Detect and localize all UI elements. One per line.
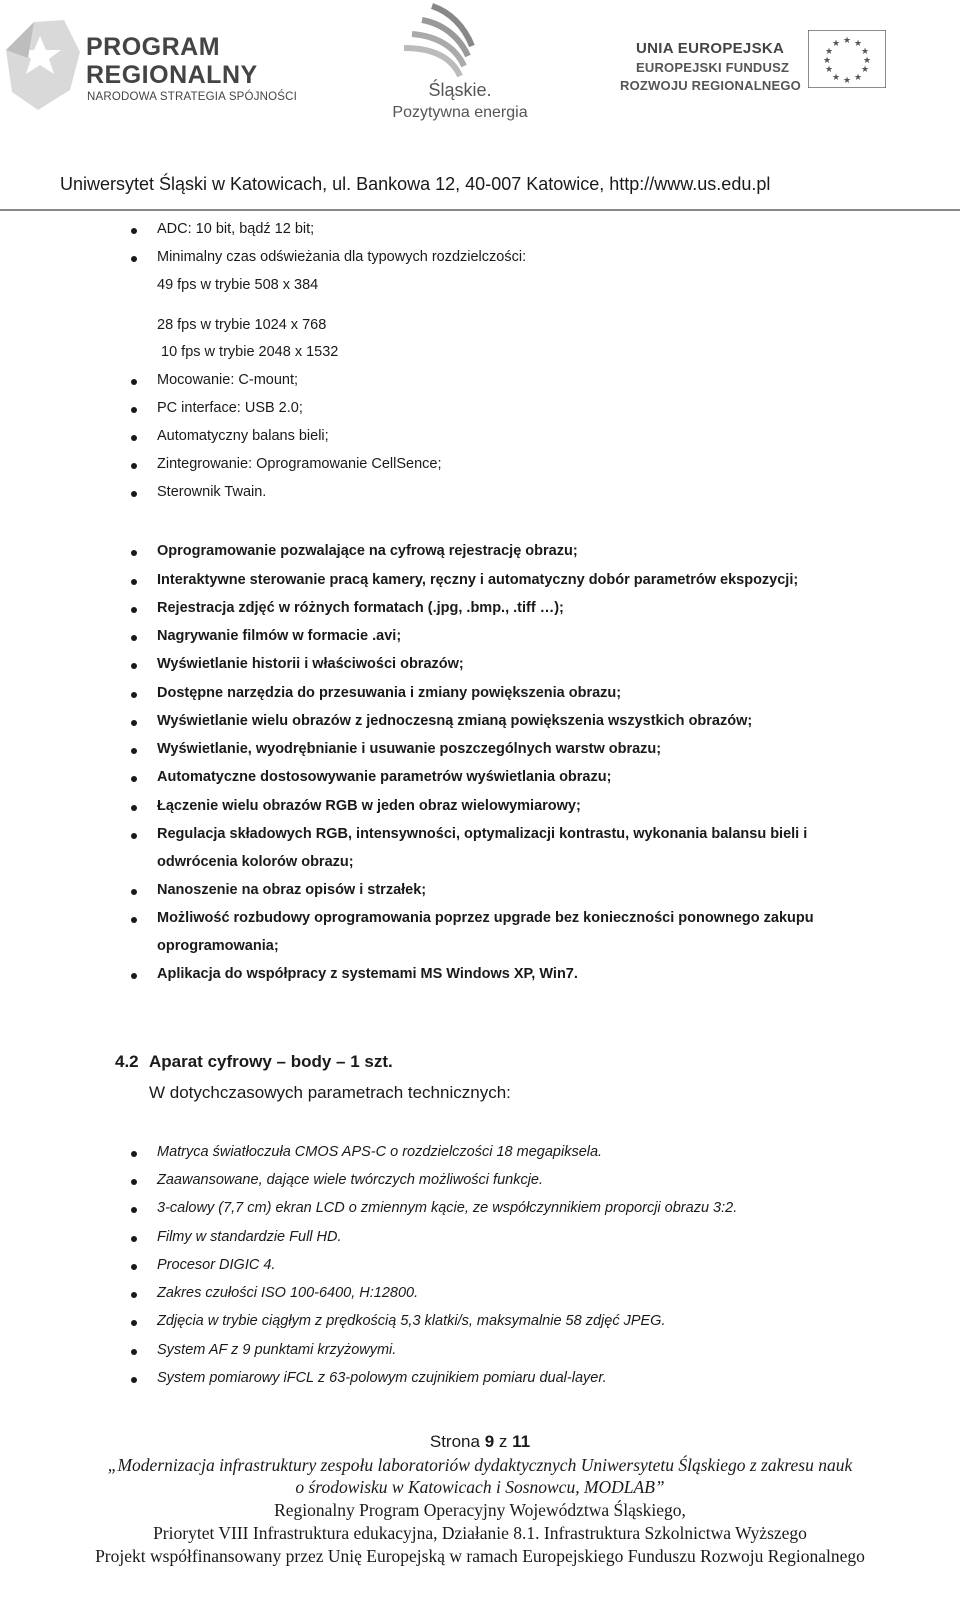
- list-item-text: Interaktywne sterowanie pracą kamery, ręczny i automatyczny dobór parametrów ekspozycji;: [157, 572, 799, 588]
- svg-text:★: ★: [824, 47, 834, 57]
- bullet-icon: [131, 407, 137, 413]
- list-item-text: oprogramowania;: [157, 938, 279, 954]
- list-item-text: Regulacja składowych RGB, intensywności, optymalizacji kontrastu, wykonania balansu bieli i: [157, 826, 808, 842]
- bullet-icon: [131, 435, 137, 441]
- list-item-text: Nagrywanie filmów w formacie .avi;: [157, 628, 402, 644]
- logo-strategy-text: NARODOWA STRATEGIA SPÓJNOŚCI: [87, 91, 298, 103]
- slaskie-logo: [380, 0, 540, 130]
- svg-text:★: ★: [831, 39, 841, 49]
- section-subtitle: W dotychczasowych parametrach technicznych:: [149, 1083, 511, 1102]
- bullet-icon: [131, 607, 137, 613]
- eu-union-text: UNIA EUROPEJSKA: [636, 40, 785, 57]
- section-number: 4.2: [115, 1052, 139, 1071]
- list-item-text: Automatyczne dostosowywanie parametrów wyświetlania obrazu;: [157, 769, 612, 785]
- list-item-text: Filmy w standardzie Full HD.: [157, 1229, 342, 1245]
- bullet-icon: [131, 228, 137, 234]
- university-address: Uniwersytet Śląski w Katowicach, ul. Bankowa 12, 40-007 Katowice, http://www.us.edu.pl: [60, 174, 771, 194]
- svg-text:★: ★: [860, 65, 870, 75]
- list-item-text: Procesor DIGIC 4.: [157, 1257, 276, 1273]
- bullet-icon: [131, 833, 137, 839]
- bullet-icon: [131, 1292, 137, 1298]
- svg-text:★: ★: [862, 56, 872, 66]
- list-item-text: 3-calowy (7,7 cm) ekran LCD o zmiennym kącie, ze współczynnikiem proporcji obrazu 3:2.: [157, 1200, 738, 1216]
- page-current: 9: [484, 1432, 495, 1451]
- program-line: Regionalny Program Operacyjny Województwa Śląskiego,: [274, 1500, 686, 1520]
- star-emblem-icon: [4, 12, 84, 112]
- list-item-text: Zdjęcia w trybie ciągłym z prędkością 5,3 klatki/s, maksymalnie 58 zdjęć JPEG.: [157, 1313, 666, 1329]
- fps-text: 28 fps w trybie 1024 x 768: [157, 317, 327, 333]
- list-item-text: Zakres czułości ISO 100-6400, H:12800.: [157, 1285, 419, 1301]
- bullet-icon: [131, 491, 137, 497]
- list-item-text: Zintegrowanie: Oprogramowanie CellSence;: [157, 456, 442, 472]
- svg-text:★: ★: [831, 73, 841, 83]
- slaskie-wave-icon: [394, 2, 514, 82]
- list-item-text: ADC: 10 bit, bądź 12 bit;: [157, 221, 315, 237]
- bullet-icon: [131, 1264, 137, 1270]
- eu-fund-text: EUROPEJSKI FUNDUSZ: [636, 60, 790, 75]
- svg-text:★: ★: [824, 65, 834, 75]
- priority-line: Priorytet VIII Infrastruktura edukacyjna, Działanie 8.1. Infrastruktura Szkolnictwa Wyższego: [153, 1523, 807, 1543]
- bullet-icon: [131, 256, 137, 262]
- svg-text:★: ★: [822, 56, 832, 66]
- list-item-text: Oprogramowanie pozwalające na cyfrową rejestrację obrazu;: [157, 543, 578, 559]
- cofinancing-line: Projekt współfinansowany przez Unię Europejską w ramach Europejskiego Funduszu Rozwoju Regionalnego: [95, 1546, 865, 1566]
- svg-text:★: ★: [860, 47, 870, 57]
- bullet-icon: [131, 579, 137, 585]
- bullet-icon: [131, 635, 137, 641]
- logo-program-text: PROGRAM: [86, 33, 221, 61]
- logo-regionalny-text: REGIONALNY: [86, 61, 258, 89]
- bullet-icon: [131, 748, 137, 754]
- list-item-text: odwrócenia kolorów obrazu;: [157, 854, 354, 870]
- bullet-icon: [131, 805, 137, 811]
- bullet-icon: [131, 1320, 137, 1326]
- eu-flag-icon: [808, 30, 886, 88]
- bullet-icon: [131, 720, 137, 726]
- bullet-icon: [131, 776, 137, 782]
- list-item-text: Zaawansowane, dające wiele twórczych możliwości funkcje.: [157, 1172, 544, 1188]
- project-title-line1: „Modernizacja infrastruktury zespołu laboratoriów dydaktycznych Uniwersytetu Śląskiego z zakresu nauk: [107, 1455, 853, 1475]
- svg-text:★: ★: [842, 76, 852, 86]
- bullet-icon: [131, 379, 137, 385]
- section-title: Aparat cyfrowy – body – 1 szt.: [149, 1052, 393, 1071]
- bullet-icon: [131, 1236, 137, 1242]
- list-item-text: System pomiarowy iFCL z 63-polowym czujnikiem pomiaru dual-layer.: [157, 1370, 607, 1386]
- list-item-text: PC interface: USB 2.0;: [157, 400, 303, 416]
- fps-text: 10 fps w trybie 2048 x 1532: [157, 344, 339, 360]
- svg-text:★: ★: [853, 39, 863, 49]
- bullet-icon: [131, 1179, 137, 1185]
- list-item-text: Matryca światłoczuła CMOS APS-C o rozdzielczości 18 megapiksela.: [157, 1144, 603, 1160]
- list-item-text: Rejestracja zdjęć w różnych formatach (.jpg, .bmp., .tiff …);: [157, 600, 564, 616]
- list-item-text: Wyświetlanie wielu obrazów z jednoczesną zmianą powiększenia wszystkich obrazów;: [157, 713, 753, 729]
- bullet-icon: [131, 917, 137, 923]
- bullet-icon: [131, 663, 137, 669]
- eu-development-text: ROZWOJU REGIONALNEGO: [620, 78, 801, 93]
- list-item-text: Mocowanie: C-mount;: [157, 372, 299, 388]
- list-item-text: Wyświetlanie, wyodrębnianie i usuwanie poszczególnych warstw obrazu;: [157, 741, 662, 757]
- list-item-text: Dostępne narzędzia do przesuwania i zmiany powiększenia obrazu;: [157, 685, 622, 701]
- list-item-text: Wyświetlanie historii i właściwości obrazów;: [157, 656, 464, 672]
- list-item-text: Nanoszenie na obraz opisów i strzałek;: [157, 882, 427, 898]
- svg-text:★: ★: [842, 36, 852, 46]
- bullet-icon: [131, 692, 137, 698]
- bullet-icon: [131, 889, 137, 895]
- slaskie-name: Śląskie.: [428, 80, 492, 100]
- list-item-text: Minimalny czas odświeżania dla typowych rozdzielczości:: [157, 249, 527, 265]
- eu-fund-logo: [620, 30, 960, 110]
- bullet-icon: [131, 1377, 137, 1383]
- page-separator: z: [498, 1432, 508, 1451]
- list-item-text: Możliwość rozbudowy oprogramowania poprzez upgrade bez konieczności ponownego zakupu: [157, 910, 814, 926]
- slaskie-tagline: Pozytywna energia: [392, 104, 528, 121]
- list-item-text: Automatyczny balans bieli;: [157, 428, 329, 444]
- bullet-icon: [131, 1207, 137, 1213]
- bullet-icon: [131, 973, 137, 979]
- header-divider: [0, 209, 960, 211]
- bullet-icon: [131, 463, 137, 469]
- program-regionalny-logo: [0, 0, 330, 120]
- project-title-line2: o środowisku w Katowicach i Sosnowcu, MODLAB”: [295, 1477, 665, 1497]
- page-number: [0, 1432, 960, 1452]
- fps-text: 49 fps w trybie 508 x 384: [157, 277, 319, 293]
- bullet-icon: [131, 1349, 137, 1355]
- svg-text:★: ★: [853, 73, 863, 83]
- list-item-text: Sterownik Twain.: [157, 484, 267, 500]
- page-label: Strona: [429, 1432, 480, 1451]
- list-item-text: Łączenie wielu obrazów RGB w jeden obraz wielowymiarowy;: [157, 798, 581, 814]
- list-item-text: Aplikacja do współpracy z systemami MS Windows XP, Win7.: [157, 966, 578, 982]
- page-total: 11: [512, 1432, 531, 1451]
- bullet-icon: [131, 550, 137, 556]
- list-item-text: System AF z 9 punktami krzyżowymi.: [157, 1342, 397, 1358]
- bullet-icon: [131, 1151, 137, 1157]
